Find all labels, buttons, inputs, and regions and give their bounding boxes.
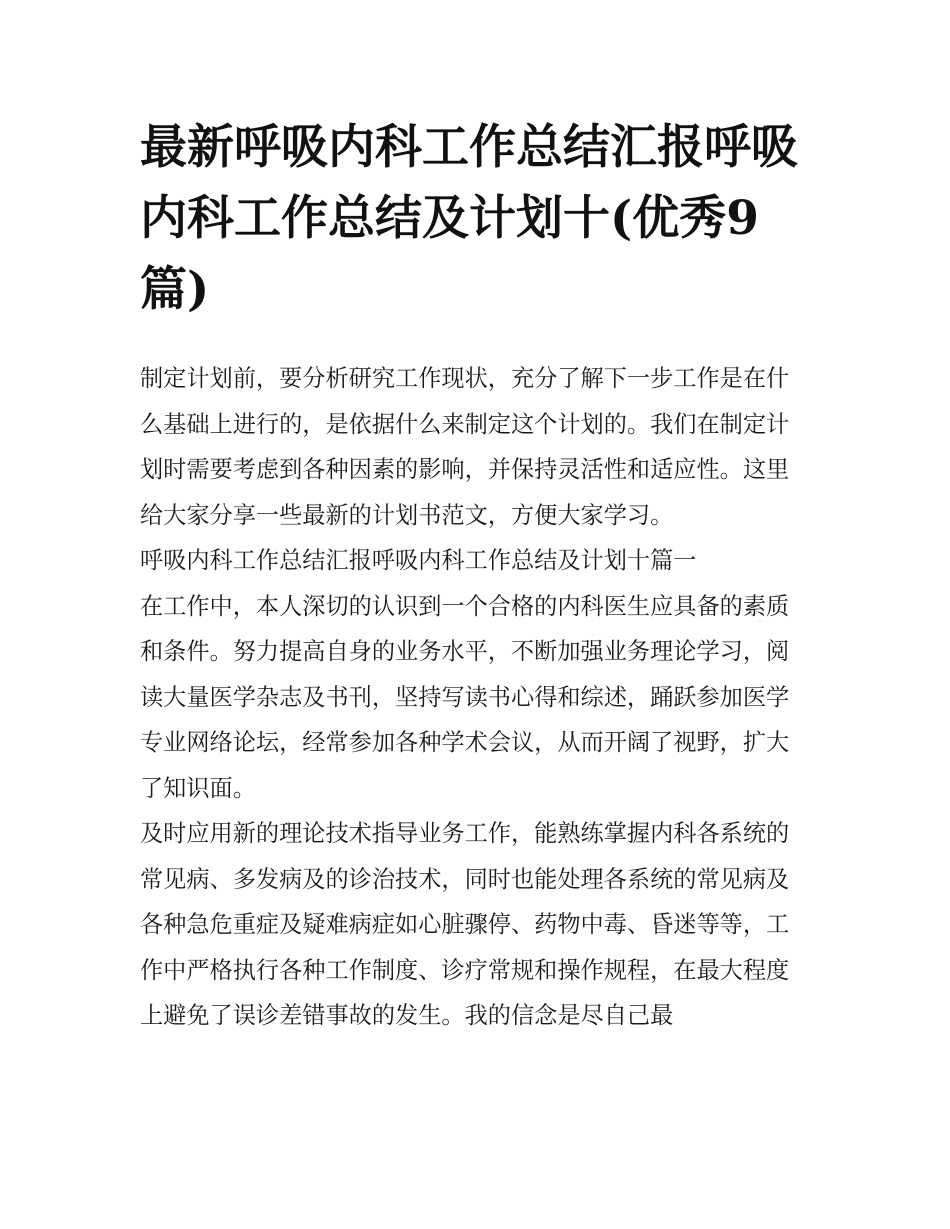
section-heading: 呼吸内科工作总结汇报呼吸内科工作总结及计划十篇一 [140,547,697,574]
intro-paragraph: 制定计划前，要分析研究工作现状，充分了解下一步工作是在什么基础上进行的，是依据什么来制定这个计划的。我们在制定计划时需要考虑到各种因素的影响，并保持灵活性和适应性。这里给大家分享一些最新的计划书范文，方便大家学习。 [140,365,790,529]
document-title: 最新呼吸内科工作总结汇报呼吸内科工作总结及计划十(优秀9篇) [140,120,798,317]
document-body [140,356,812,1039]
body-paragraph: 及时应用新的理论技术指导业务工作，能熟练掌握内科各系统的常见病、多发病及的诊治技术，同时也能处理各系统的常见病及各种急危重症及疑难病症如心脏骤停、药物中毒、昏迷等等，工作中严格执行各种工作制度、诊疗常规和操作规程，在最大程度上避免了误诊差错事故的发生。我的信念是尽自己最 [140,820,790,1029]
body-paragraph: 在工作中，本人深切的认识到一个合格的内科医生应具备的素质和条件。努力提高自身的业务水平，不断加强业务理论学习，阅读大量医学杂志及书刊，坚持写读书心得和综述，踊跃参加医学专业网络论坛，经常参加各种学术会议，从而开阔了视野，扩大了知识面。 [140,592,790,802]
